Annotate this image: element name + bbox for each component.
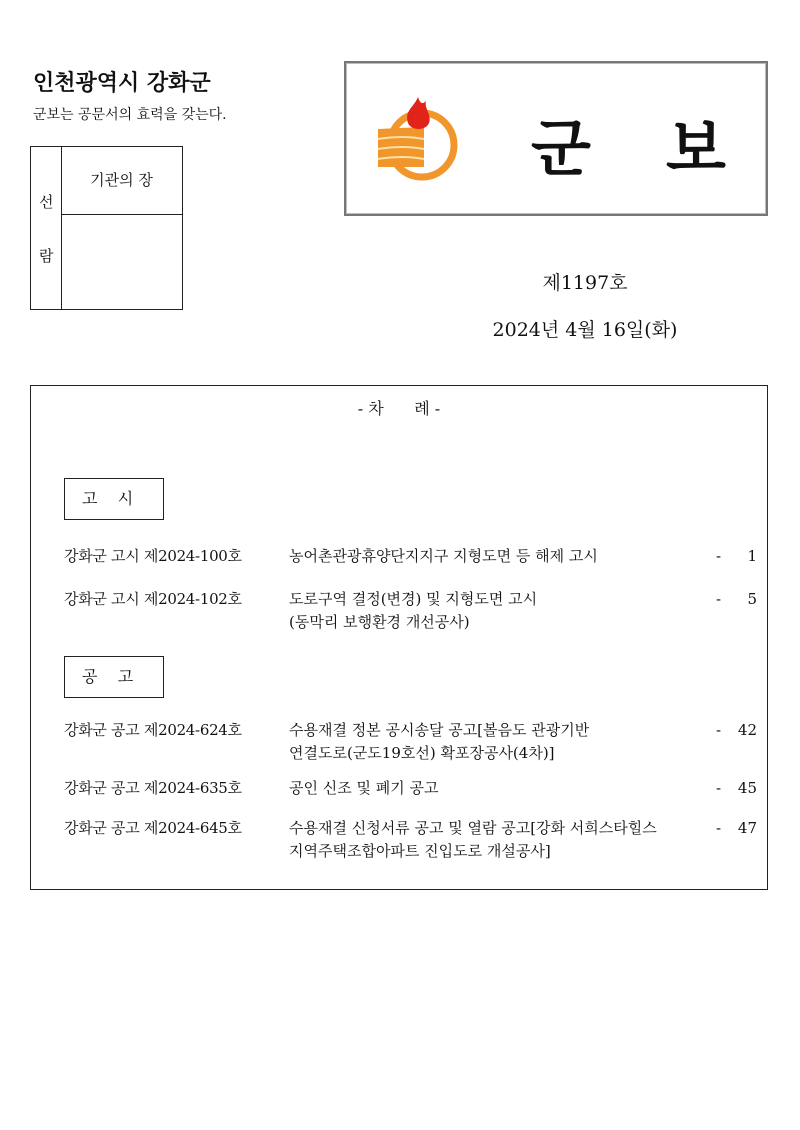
section-heading: 공 고 <box>64 656 164 698</box>
entry-number: 강화군 고시 제2024-102호 <box>64 590 242 608</box>
entry-page: 45 <box>737 779 757 797</box>
entry-page: 1 <box>747 547 757 565</box>
entry-title-line2: 지역주택조합아파트 진입도로 개설공사] <box>289 842 551 860</box>
masthead <box>344 61 768 216</box>
masthead-title-2: 보 <box>666 112 726 185</box>
entry-dash: - <box>716 779 722 797</box>
circulation-label-1: 선 <box>39 193 54 211</box>
entry-number: 강화군 공고 제2024-645호 <box>64 819 242 837</box>
toc-title: - 차 례 - <box>357 399 441 418</box>
entry-dash: - <box>716 547 722 565</box>
entry-title: 수용재결 정본 공시송달 공고[볼음도 관광기반 <box>289 721 590 739</box>
section-heading: 고 시 <box>64 478 164 520</box>
entry-dash: - <box>716 819 722 837</box>
entry-number: 강화군 고시 제2024-100호 <box>64 547 242 565</box>
circulation-label-2: 람 <box>39 247 54 265</box>
organization-name: 인천광역시 강화군 <box>33 71 211 96</box>
subtitle: 군보는 공문서의 효력을 갖는다. <box>33 107 227 123</box>
entry-title: 도로구역 결정(변경) 및 지형도면 고시 <box>289 590 538 608</box>
entry-title-line2: 연결도로(군도19호선) 확포장공사(4차)] <box>289 744 555 762</box>
issue-number: 제1197호 <box>542 272 628 294</box>
issue-date: 2024년 4월 16일(화) <box>492 319 678 341</box>
entry-number: 강화군 공고 제2024-635호 <box>64 779 242 797</box>
emblem-icon <box>374 93 464 185</box>
entry-title: 수용재결 신청서류 공고 및 열람 공고[강화 서희스타힐스 <box>289 819 657 837</box>
table-of-contents <box>30 385 768 890</box>
entry-page: 5 <box>747 590 757 608</box>
entry-number: 강화군 공고 제2024-624호 <box>64 721 242 739</box>
entry-title: 농어촌관광휴양단지지구 지형도면 등 해제 고시 <box>289 547 598 565</box>
circulation-head: 기관의 장 <box>90 171 153 189</box>
entry-dash: - <box>716 721 722 739</box>
entry-page: 42 <box>737 721 757 739</box>
entry-title: 공인 신조 및 폐기 공고 <box>289 779 439 797</box>
entry-dash: - <box>716 590 722 608</box>
masthead-title-1: 군 <box>531 112 591 185</box>
circulation-box <box>30 146 183 310</box>
entry-title-line2: (동막리 보행환경 개선공사) <box>289 613 470 631</box>
entry-page: 47 <box>737 819 757 837</box>
